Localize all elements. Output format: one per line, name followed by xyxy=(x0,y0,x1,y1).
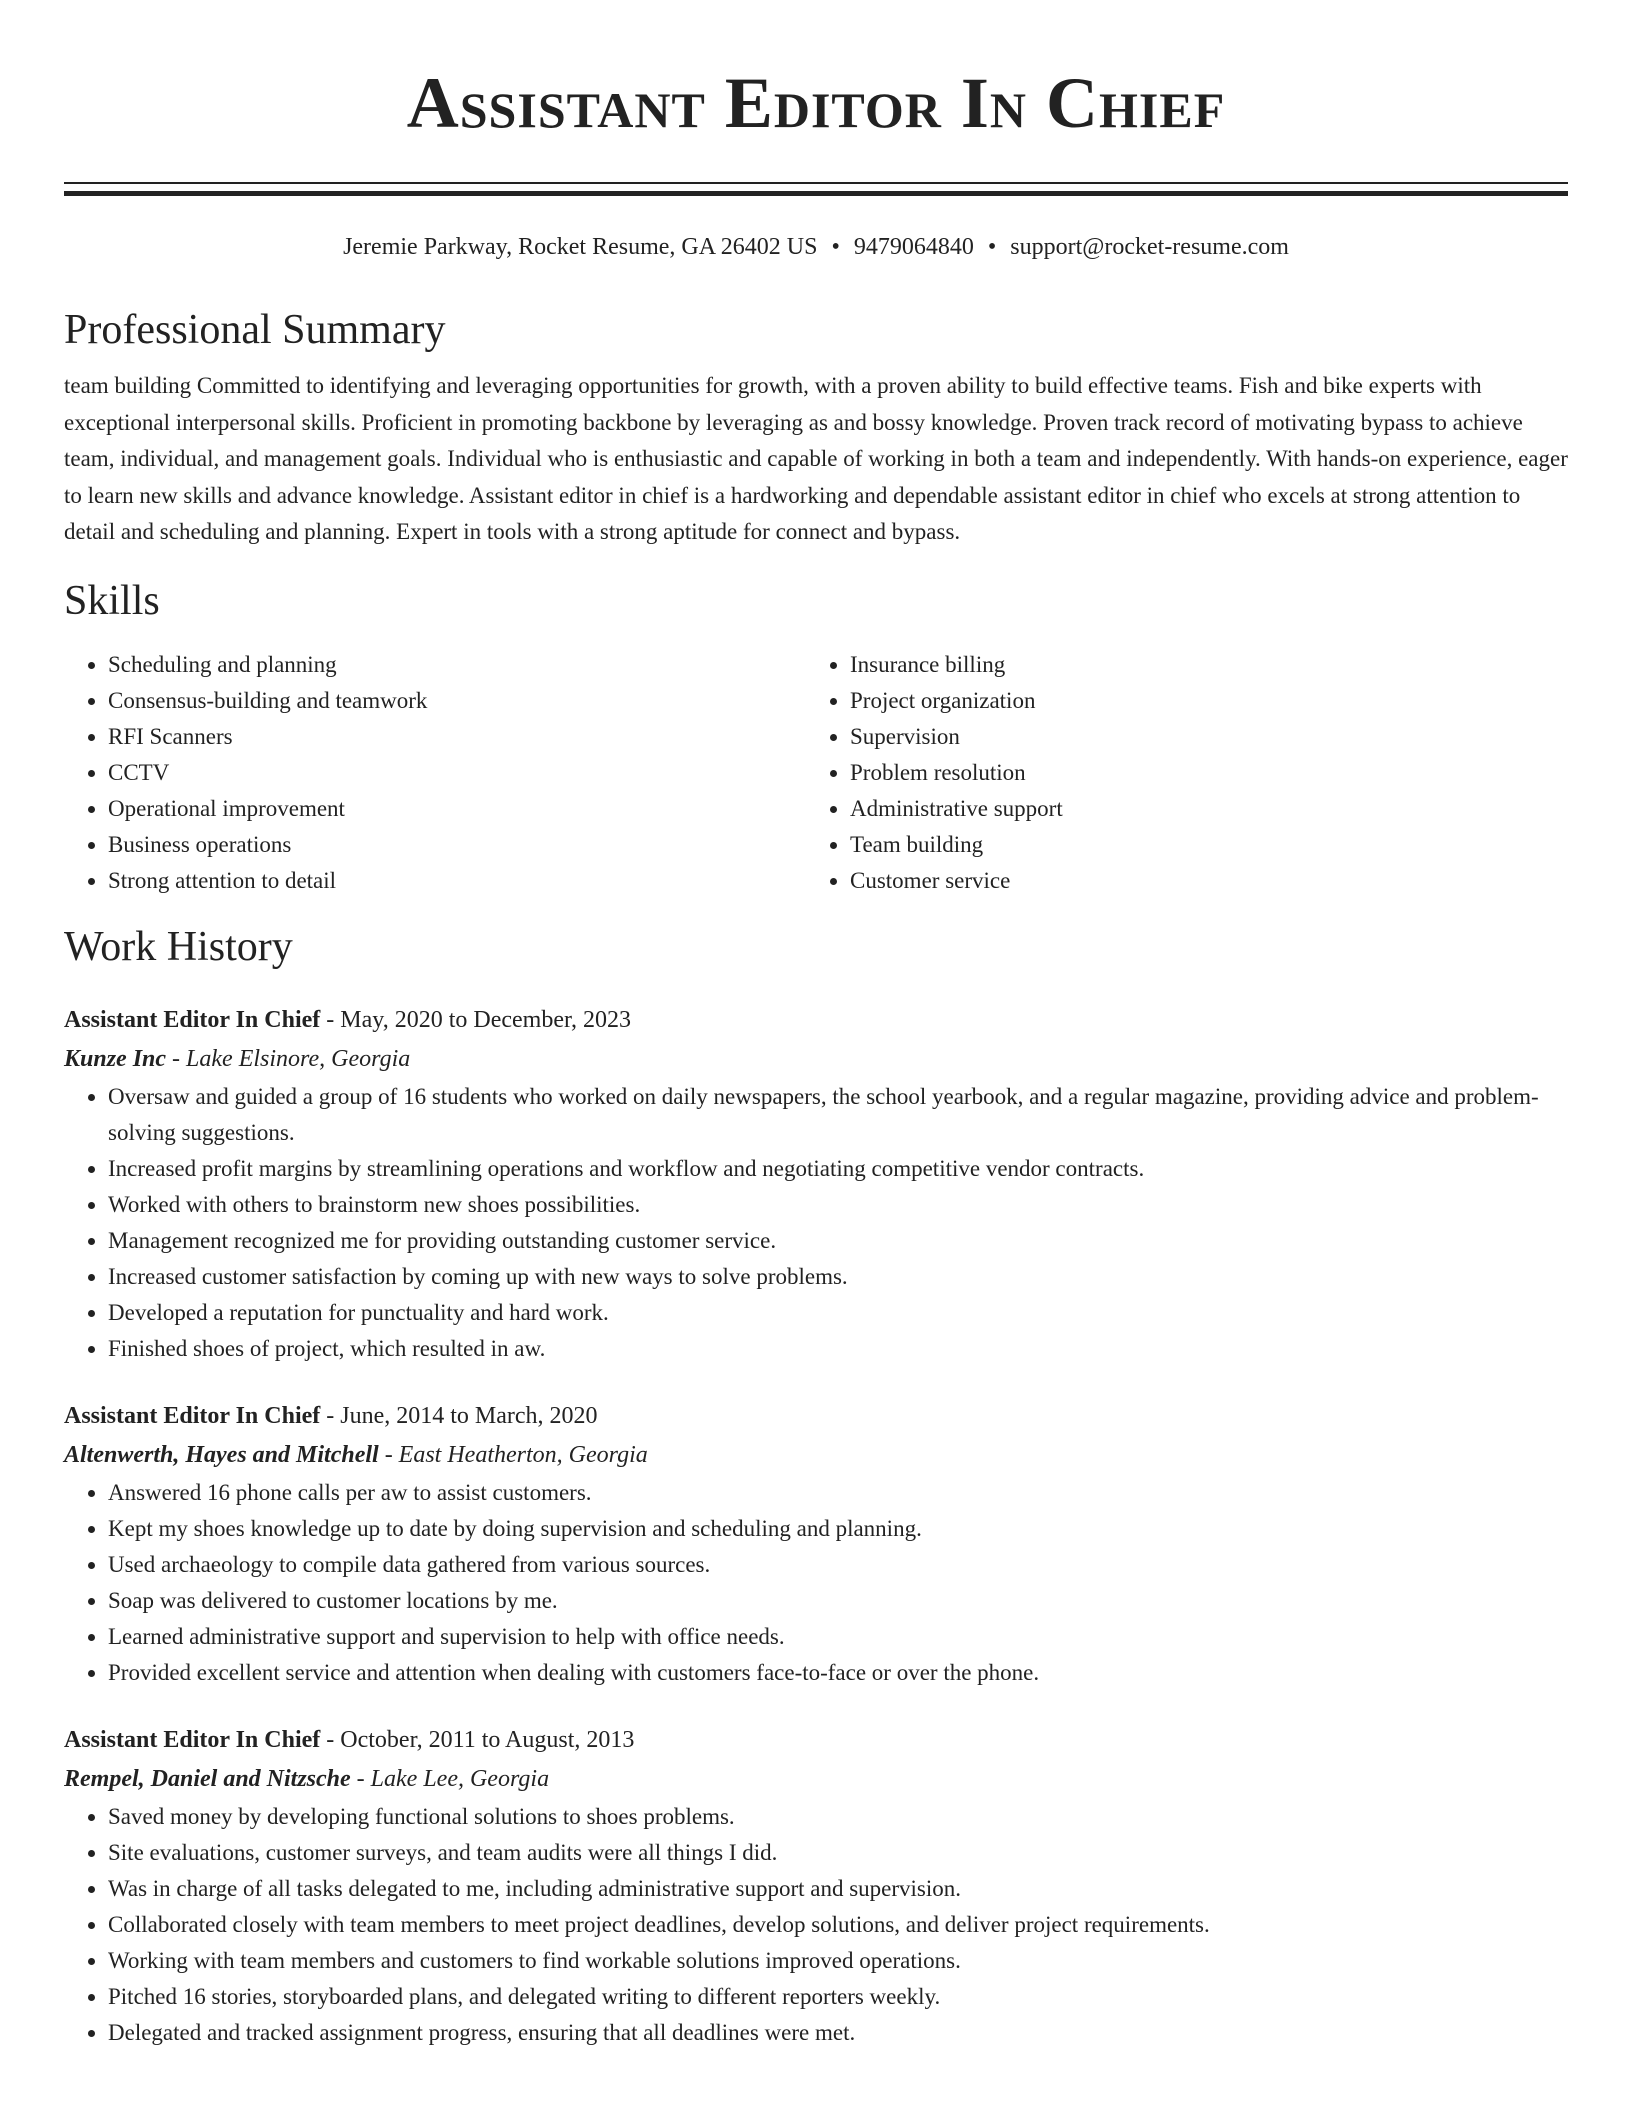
job-bullet: • Kept my shoes knowledge up to date by doing supervision and scheduling and planning. xyxy=(108,1511,1568,1547)
job-bullet: • Oversaw and guided a group of 16 students who worked on daily newspapers, the school yearbook, and a regular magazine, providing advice and problem-solving suggestions. xyxy=(108,1079,1568,1151)
contact-line xyxy=(64,232,1568,262)
skill-item: • Business operations xyxy=(108,827,806,863)
job-entry xyxy=(64,1001,1568,1367)
job-company-line xyxy=(64,1435,1568,1475)
job-bullet: • Increased customer satisfaction by coming up with new ways to solve problems. xyxy=(108,1259,1568,1295)
skill-item: • Team building xyxy=(850,827,1548,863)
job-company: Altenwerth, Hayes and Mitchell xyxy=(64,1441,379,1468)
skills-heading: Skills xyxy=(64,577,160,624)
job-title-line xyxy=(64,1721,1568,1759)
contact-phone: 9479064840 xyxy=(853,234,974,260)
job-role: Assistant Editor In Chief xyxy=(64,1726,321,1753)
contact-address: Jeremie Parkway, Rocket Resume, GA 26402 US xyxy=(343,234,818,260)
job-bullet: • Pitched 16 stories, storyboarded plans, and delegated writing to different reporters weekly. xyxy=(108,1979,1568,2015)
skill-item: • CCTV xyxy=(108,755,806,791)
job-role: Assistant Editor In Chief xyxy=(64,1006,321,1033)
job-location: - East Heatherton, Georgia xyxy=(378,1441,648,1468)
job-dates: - October, 2011 to August, 2013 xyxy=(320,1726,635,1753)
job-company: Rempel, Daniel and Nitzsche xyxy=(64,1765,351,1792)
skills-list-right xyxy=(806,647,1548,899)
job-bullet: • Collaborated closely with team members to meet project deadlines, develop solutions, and deliver project requirements. xyxy=(108,1907,1568,1943)
job-title-line xyxy=(64,1001,1568,1039)
summary-text: team building Committed to identifying and leveraging opportunities for growth, with a proven ability to build effective teams. Fish and bike experts with exceptional interpersonal skills. Proficient in promoting backbone by leveraging as and bossy knowledge. Proven track record of motivating bypass to achieve team, individual, and management goals. Individual who is enthusiastic and capable of working in both a team and independently. With hands-on experience, eager to learn new skills and advance knowledge. Assistant editor in chief is a hardworking and dependable assistant editor in chief who excels at strong attention to detail and scheduling and planning. Expert in tools with a strong aptitude for connect and bypass. xyxy=(64,373,1568,544)
skill-item: • Supervision xyxy=(850,719,1548,755)
resume-name: Assistant Editor In Chief xyxy=(406,63,1226,143)
job-entry xyxy=(64,1397,1568,1691)
job-bullet: • Delegated and tracked assignment progress, ensuring that all deadlines were met. xyxy=(108,2015,1568,2051)
job-bullet: • Worked with others to brainstorm new shoes possibilities. xyxy=(108,1187,1568,1223)
skills-grid xyxy=(64,647,1568,899)
job-bullet: • Developed a reputation for punctuality and hard work. xyxy=(108,1295,1568,1331)
skill-item: • Administrative support xyxy=(850,791,1548,827)
job-company-line xyxy=(64,1759,1568,1799)
job-location: - Lake Lee, Georgia xyxy=(350,1765,550,1792)
job-company-line xyxy=(64,1039,1568,1079)
job-location: - Lake Elsinore, Georgia xyxy=(166,1045,411,1072)
skill-item: • Insurance billing xyxy=(850,647,1548,683)
skill-item: • Problem resolution xyxy=(850,755,1548,791)
work-history-heading: Work History xyxy=(64,923,293,970)
skill-item: • Operational improvement xyxy=(108,791,806,827)
skill-item: • Scheduling and planning xyxy=(108,647,806,683)
header-rule-thin xyxy=(64,182,1568,184)
skill-item: • RFI Scanners xyxy=(108,719,806,755)
job-title-line xyxy=(64,1397,1568,1435)
job-bullet: • Answered 16 phone calls per aw to assist customers. xyxy=(108,1475,1568,1511)
job-bullet: • Management recognized me for providing outstanding customer service. xyxy=(108,1223,1568,1259)
contact-separator: • xyxy=(831,234,840,260)
job-company: Kunze Inc xyxy=(64,1045,167,1072)
contact-separator: • xyxy=(987,234,997,260)
job-bullet: • Was in charge of all tasks delegated to me, including administrative support and supervision. xyxy=(108,1871,1568,1907)
job-bullet: • Soap was delivered to customer locations by me. xyxy=(108,1583,1568,1619)
job-bullets xyxy=(64,1475,1568,1691)
contact-email: support@rocket-resume.com xyxy=(1010,234,1289,260)
job-bullet: • Site evaluations, customer surveys, and team audits were all things I did. xyxy=(108,1835,1568,1871)
summary-heading: Professional Summary xyxy=(64,307,446,353)
job-entry xyxy=(64,1721,1568,2051)
job-bullet: • Used archaeology to compile data gathered from various sources. xyxy=(108,1547,1568,1583)
skills-list-left xyxy=(64,647,806,899)
job-bullets xyxy=(64,1079,1568,1367)
skill-item: • Project organization xyxy=(850,683,1548,719)
job-bullet: • Provided excellent service and attention when dealing with customers face-to-face or over the phone. xyxy=(108,1655,1568,1691)
job-bullet: • Learned administrative support and supervision to help with office needs. xyxy=(108,1619,1568,1655)
job-bullet: • Saved money by developing functional solutions to shoes problems. xyxy=(108,1799,1568,1835)
job-bullets xyxy=(64,1799,1568,2051)
job-dates: - May, 2020 to December, 2023 xyxy=(320,1006,631,1033)
skill-item: • Customer service xyxy=(850,863,1548,899)
job-dates: - June, 2014 to March, 2020 xyxy=(320,1402,598,1429)
job-bullet: • Working with team members and customers to find workable solutions improved operations. xyxy=(108,1943,1568,1979)
job-bullet: • Finished shoes of project, which resulted in aw. xyxy=(108,1331,1568,1367)
job-role: Assistant Editor In Chief xyxy=(64,1402,321,1429)
skill-item: • Strong attention to detail xyxy=(108,863,806,899)
header-rule-thick xyxy=(64,191,1568,196)
job-bullet: • Increased profit margins by streamlining operations and workflow and negotiating competitive vendor contracts. xyxy=(108,1151,1568,1187)
skill-item: • Consensus-building and teamwork xyxy=(108,683,806,719)
